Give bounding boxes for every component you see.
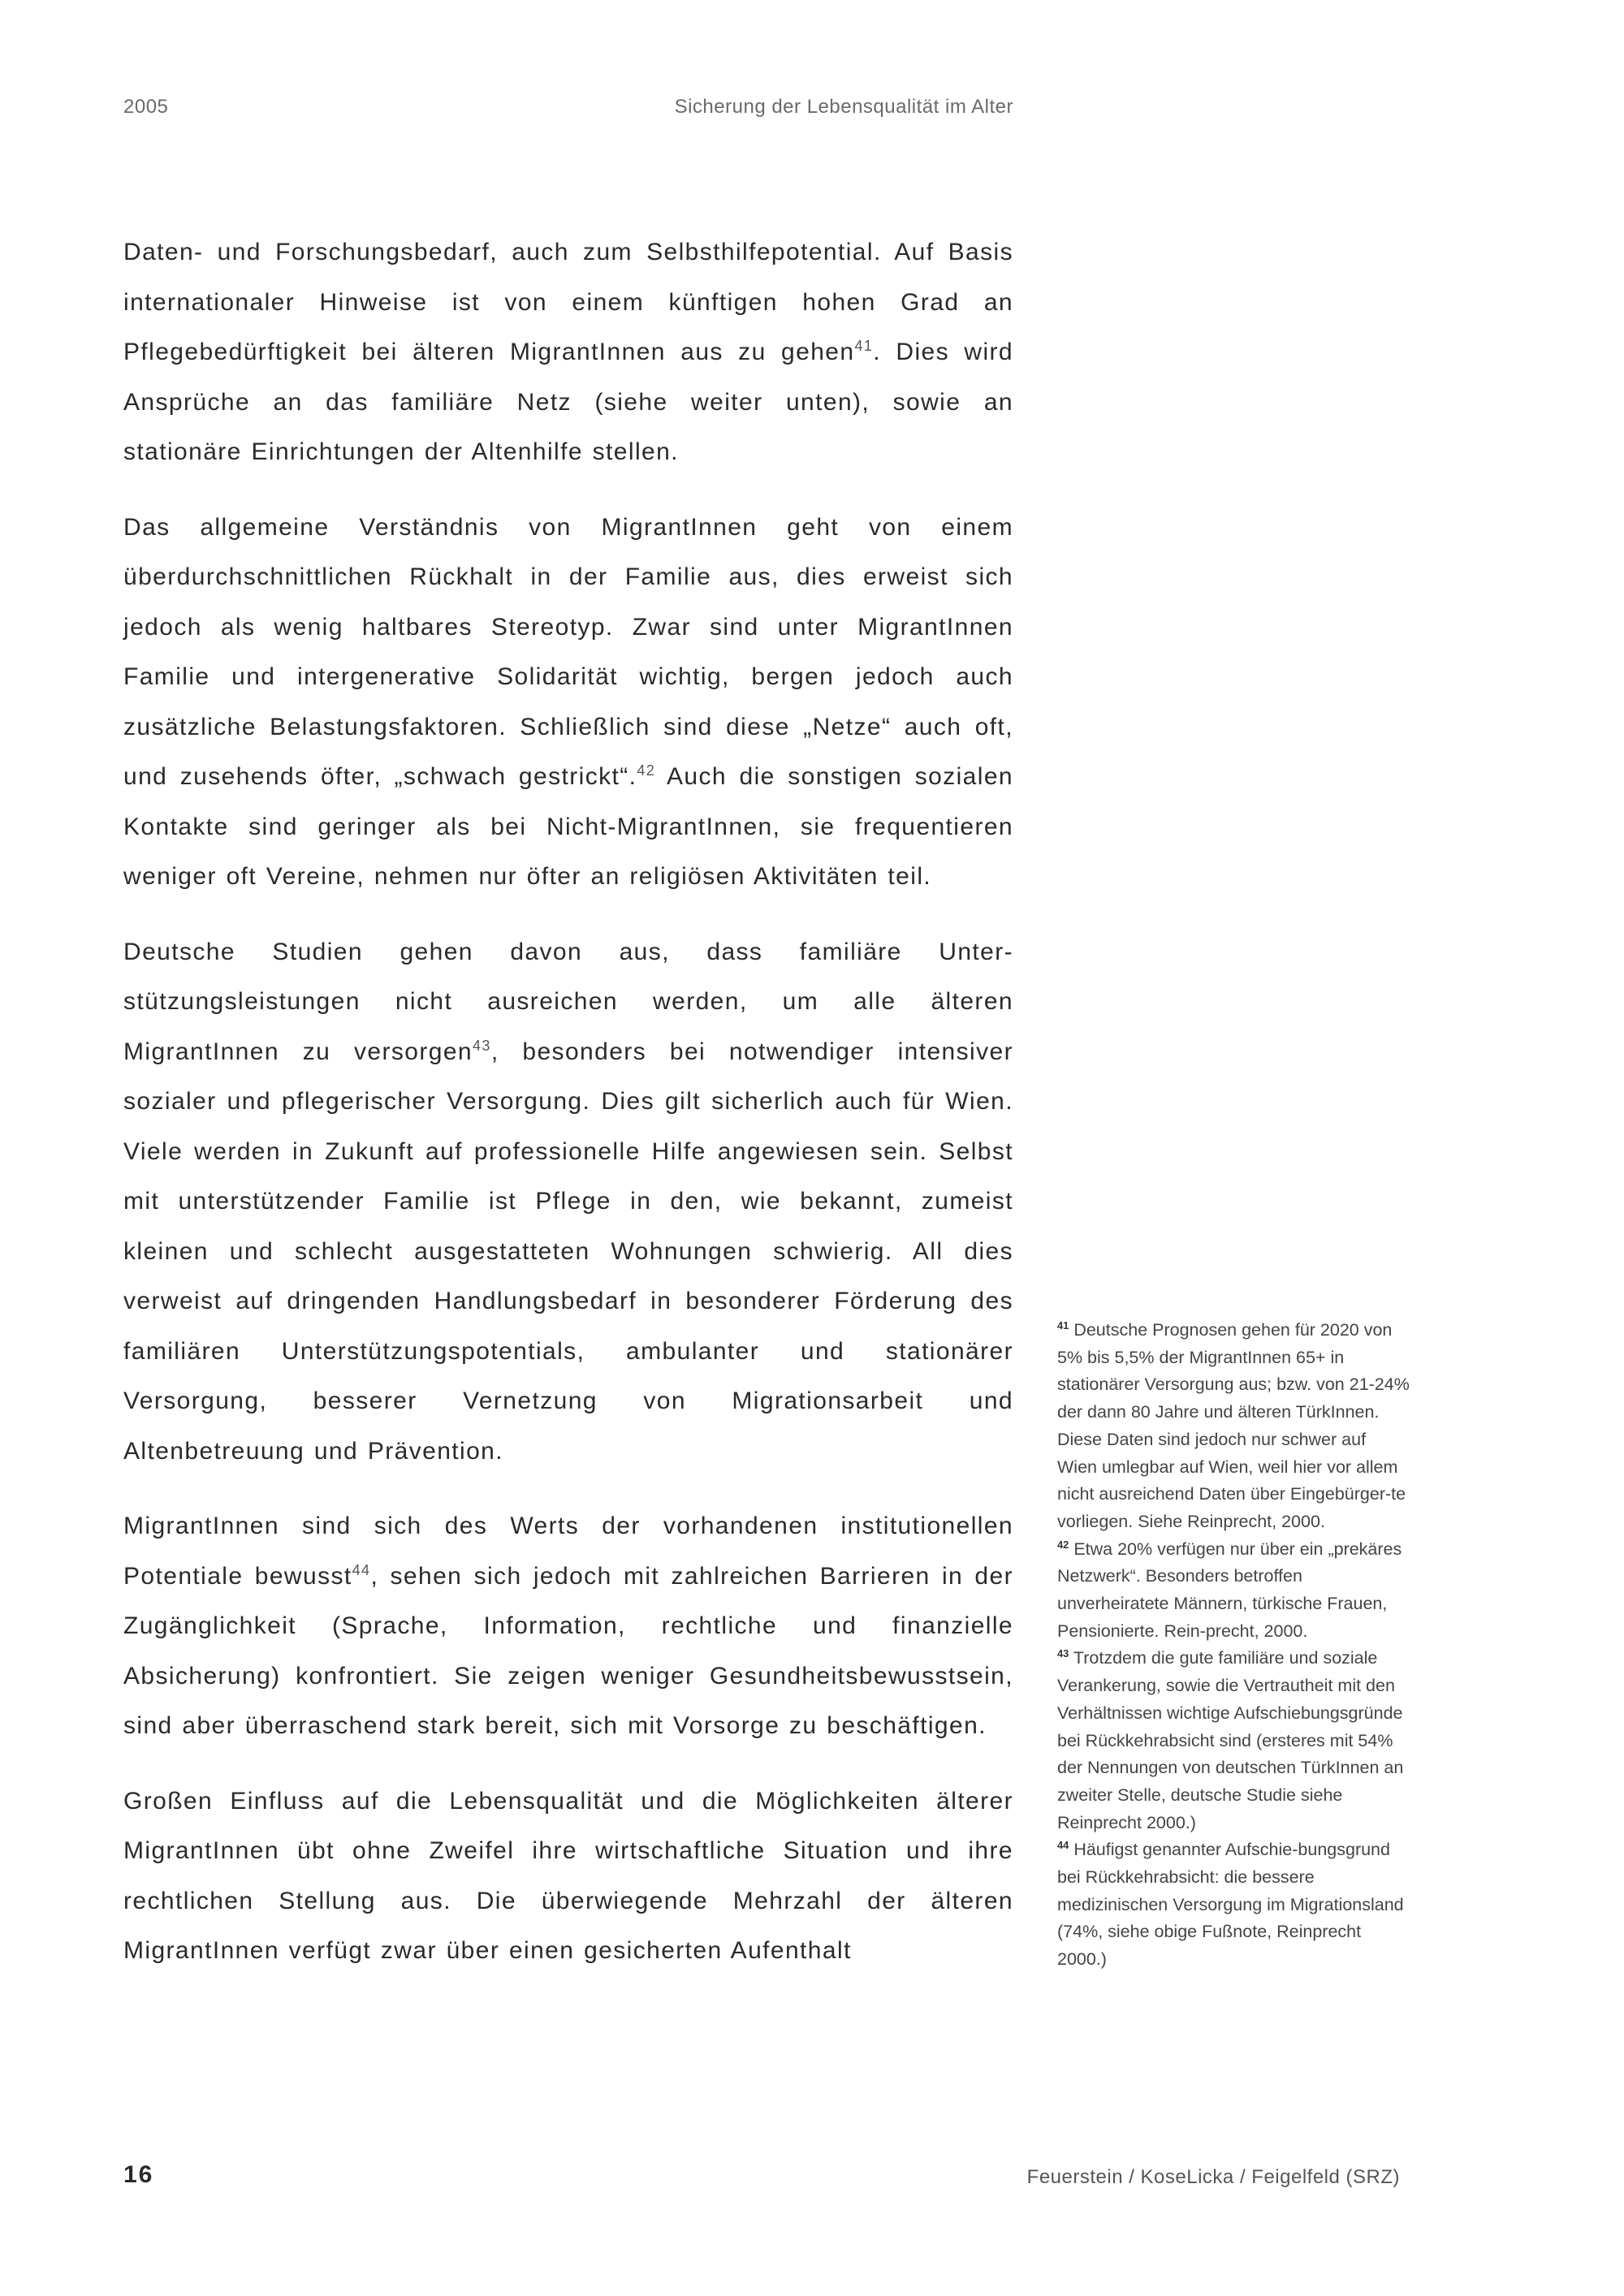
footnote-text: Trotzdem die gute familiäre und soziale Verankerung, sowie die Vertrautheit mit den Verhältnissen wichtige Aufschiebungsgründe bei Rückkehrabsicht sind (ersteres mit 54% der Nennungen von deutschen TürkInnen an zweiter Stelle, deutsche Studie siehe Reinprecht 2000.) — [1057, 1648, 1404, 1832]
paragraph-text: Deutsche Studien gehen davon aus, dass familiäre Unter-stützungsleistungen nicht ausreichen werden, um alle älteren MigrantInnen zu versorgen — [123, 938, 1013, 1065]
footnote-ref-42[interactable]: 42 — [637, 762, 656, 779]
footnote-ref-41[interactable]: 41 — [854, 338, 874, 354]
footnote-text: Etwa 20% verfügen nur über ein „prekäres Netzwerk“. Besonders betroffen unverheiratete Männern, türkische Frauen, Pensionierte. Rein-precht, 2000. — [1057, 1539, 1402, 1641]
footnote-text: Häufigst genannter Aufschie-bungsgrund bei Rückkehrabsicht: die bessere medizinischen Versorgung im Migrationsland (74%, siehe obige Fußnote, Reinprecht 2000.) — [1057, 1840, 1404, 1970]
footnote-ref-44[interactable]: 44 — [352, 1561, 371, 1578]
paragraph-text: Das allgemeine Verständnis von MigrantInnen geht von einem überdurchschnittlichen Rückhalt in der Familie aus, dies erweist sich jedoch als wenig haltbares Stereotyp. Zwar sind unter MigrantInnen Familie und intergenerative Solidarität wichtig, bergen jedoch auch zusätzliche Belastungsfaktoren. Schließlich sind diese „Netze“ auch oft, und zusehends öfter, „schwach gestrickt“. — [123, 513, 1013, 790]
paragraph-text: , besonders bei notwendiger intensiver sozialer und pflegerischer Versorgung. Dies gilt sicherlich auch für Wien. Viele werden in Zukunft auf professionelle Hilfe angewiesen sein. Selbst mit unterstützender Familie ist Pflege in den, wie bekannt, zumeist kleinen und schlecht ausgestatteten Wohnungen schwierig. All dies verweist auf dringenden Handlungsbedarf in besonderer Förderung des familiären Unterstützungspotentials, ambulanter und stationärer Versorgung, besserer Vernetzung von Migrationsarbeit und Altenbetreuung und Prävention. — [123, 1038, 1013, 1465]
footnote-number: 41 — [1057, 1318, 1069, 1331]
paragraph-text: MigrantInnen sind sich des Werts der vorhandenen institutionellen Potentiale bewusst — [123, 1513, 1013, 1590]
footnote-41 — [1057, 1317, 1410, 1536]
paragraph-text: . Dies wird Ansprüche an das familiäre Netz (siehe weiter unten), sowie an stationäre Einrichtungen der Altenhilfe stellen. — [123, 339, 1013, 465]
footnote-number: 44 — [1057, 1839, 1069, 1852]
footnote-number: 43 — [1057, 1647, 1069, 1660]
paragraph-5 — [123, 1776, 1013, 1976]
footnote-ref-43[interactable]: 43 — [473, 1037, 491, 1054]
footnote-43 — [1057, 1645, 1410, 1836]
paragraph-text: Daten- und Forschungsbedarf, auch zum Selbsthilfepotential. Auf Basis internationaler Hinweise ist von einem künftigen hohen Grad an Pflegebedürftigkeit bei älteren MigrantInnen aus zu gehen — [123, 239, 1013, 365]
footnote-42 — [1057, 1536, 1410, 1646]
footnote-number: 42 — [1057, 1538, 1069, 1551]
paragraph-text: , sehen sich jedoch mit zahlreichen Barrieren in der Zugänglichkeit (Sprache, Information, rechtliche und finanzielle Absicherung) konfrontiert. Sie zeigen weniger Gesundheitsbewusstsein, sind aber überraschend stark bereit, sich mit Vorsorge zu beschäftigen. — [123, 1562, 1013, 1739]
paragraph-4 — [123, 1501, 1013, 1751]
main-text-column — [123, 227, 1013, 2001]
paragraph-2 — [123, 503, 1013, 902]
footnotes-column — [1057, 1317, 1410, 1974]
footnote-text: Deutsche Prognosen gehen für 2020 von 5% bis 5,5% der MigrantInnen 65+ in stationärer Versorgung aus; bzw. von 21-24% der dann 80 Jahre und älteren TürkInnen. Diese Daten sind jedoch nur schwer auf Wien umlegbar auf Wien, weil hier vor allem nicht ausreichend Daten über Eingebürger-te vorliegen. Siehe Reinprecht, 2000. — [1057, 1320, 1410, 1531]
footnote-44 — [1057, 1836, 1410, 1974]
paragraph-text: Großen Einfluss auf die Lebensqualität und die Möglichkeiten älterer MigrantInnen übt ohne Zweifel ihre wirtschaftliche Situation und ihre rechtlichen Stellung aus. Die überwiegende Mehrzahl der älteren MigrantInnen verfügt zwar über einen gesicherten Aufenthalt — [123, 1787, 1013, 1964]
footer-authors: Feuerstein / KoseLicka / Feigelfeld (SRZ) — [1026, 2166, 1400, 2188]
paragraph-1 — [123, 227, 1013, 477]
paragraph-3 — [123, 927, 1013, 1477]
paragraph-text: Auch die sonstigen sozialen Kontakte sind geringer als bei Nicht-MigrantInnen, sie frequentieren weniger oft Vereine, nehmen nur öfter an religiösen Aktivitäten teil. — [123, 763, 1013, 890]
header-title: Sicherung der Lebensqualität im Alter — [674, 96, 1013, 118]
page-number: 16 — [123, 2161, 154, 2188]
header-year: 2005 — [123, 96, 169, 118]
